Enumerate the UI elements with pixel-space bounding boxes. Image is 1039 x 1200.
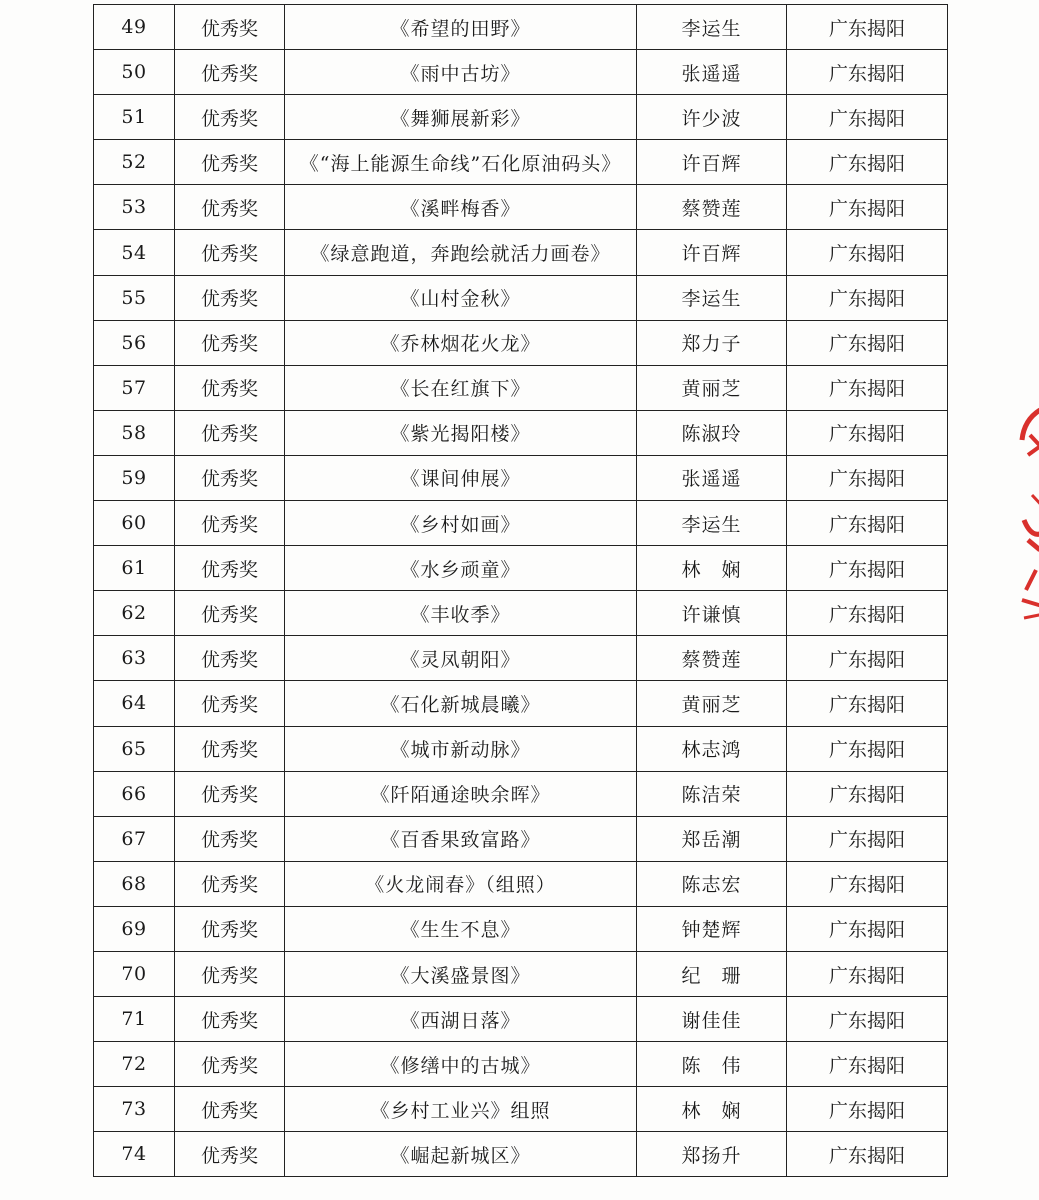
table-row	[94, 140, 948, 185]
author-cell: 林 娴	[637, 546, 787, 591]
work-title-cell: 《灵凤朝阳》	[285, 636, 637, 681]
region-cell: 广东揭阳	[787, 320, 948, 365]
region-cell: 广东揭阳	[787, 1132, 948, 1177]
table-row	[94, 636, 948, 681]
row-number-cell: 55	[94, 275, 175, 320]
region-cell: 广东揭阳	[787, 365, 948, 410]
row-number-cell: 52	[94, 140, 175, 185]
award-cell: 优秀奖	[175, 410, 285, 455]
row-number-cell: 49	[94, 5, 175, 50]
author-cell: 李运生	[637, 5, 787, 50]
author-cell: 李运生	[637, 501, 787, 546]
row-number-cell: 62	[94, 591, 175, 636]
work-title-cell: 《火龙闹春》（组照）	[285, 861, 637, 906]
award-cell: 优秀奖	[175, 1042, 285, 1087]
award-cell: 优秀奖	[175, 636, 285, 681]
author-cell: 陈淑玲	[637, 410, 787, 455]
author-cell: 黄丽芝	[637, 681, 787, 726]
table-row	[94, 410, 948, 455]
award-cell: 优秀奖	[175, 5, 285, 50]
author-cell: 林 娴	[637, 1087, 787, 1132]
region-cell: 广东揭阳	[787, 455, 948, 500]
work-title-cell: 《水乡顽童》	[285, 546, 637, 591]
row-number-cell: 56	[94, 320, 175, 365]
work-title-cell: 《溪畔梅香》	[285, 185, 637, 230]
row-number-cell: 72	[94, 1042, 175, 1087]
work-title-cell: 《乔林烟花火龙》	[285, 320, 637, 365]
table-row	[94, 50, 948, 95]
award-cell: 优秀奖	[175, 1087, 285, 1132]
work-title-cell: 《山村金秋》	[285, 275, 637, 320]
row-number-cell: 50	[94, 50, 175, 95]
region-cell: 广东揭阳	[787, 636, 948, 681]
author-cell: 张遥遥	[637, 50, 787, 95]
region-cell: 广东揭阳	[787, 50, 948, 95]
row-number-cell: 58	[94, 410, 175, 455]
award-cell: 优秀奖	[175, 365, 285, 410]
work-title-cell: 《修缮中的古城》	[285, 1042, 637, 1087]
award-cell: 优秀奖	[175, 997, 285, 1042]
table-row	[94, 230, 948, 275]
table-row	[94, 997, 948, 1042]
table-row	[94, 771, 948, 816]
red-seal-stamp	[1010, 400, 1039, 630]
award-cell: 优秀奖	[175, 771, 285, 816]
region-cell: 广东揭阳	[787, 1042, 948, 1087]
region-cell: 广东揭阳	[787, 501, 948, 546]
row-number-cell: 71	[94, 997, 175, 1042]
author-cell: 谢佳佳	[637, 997, 787, 1042]
award-cell: 优秀奖	[175, 546, 285, 591]
work-title-cell: 《城市新动脉》	[285, 726, 637, 771]
author-cell: 郑岳潮	[637, 816, 787, 861]
award-cell: 优秀奖	[175, 591, 285, 636]
row-number-cell: 68	[94, 861, 175, 906]
table-row	[94, 681, 948, 726]
table-row	[94, 1042, 948, 1087]
region-cell: 广东揭阳	[787, 230, 948, 275]
award-cell: 优秀奖	[175, 951, 285, 996]
row-number-cell: 66	[94, 771, 175, 816]
author-cell: 陈洁荣	[637, 771, 787, 816]
row-number-cell: 57	[94, 365, 175, 410]
award-cell: 优秀奖	[175, 185, 285, 230]
table-row	[94, 726, 948, 771]
row-number-cell: 54	[94, 230, 175, 275]
author-cell: 李运生	[637, 275, 787, 320]
awards-table	[93, 4, 948, 1177]
table-row	[94, 951, 948, 996]
row-number-cell: 51	[94, 95, 175, 140]
author-cell: 钟楚辉	[637, 906, 787, 951]
author-cell: 郑力子	[637, 320, 787, 365]
table-row	[94, 365, 948, 410]
row-number-cell: 69	[94, 906, 175, 951]
table-row	[94, 320, 948, 365]
row-number-cell: 63	[94, 636, 175, 681]
work-title-cell: 《舞狮展新彩》	[285, 95, 637, 140]
table-row	[94, 1087, 948, 1132]
row-number-cell: 60	[94, 501, 175, 546]
author-cell: 纪 珊	[637, 951, 787, 996]
award-cell: 优秀奖	[175, 140, 285, 185]
row-number-cell: 64	[94, 681, 175, 726]
award-cell: 优秀奖	[175, 50, 285, 95]
award-cell: 优秀奖	[175, 681, 285, 726]
row-number-cell: 70	[94, 951, 175, 996]
author-cell: 陈志宏	[637, 861, 787, 906]
table-row	[94, 816, 948, 861]
table-row	[94, 906, 948, 951]
region-cell: 广东揭阳	[787, 5, 948, 50]
award-cell: 优秀奖	[175, 275, 285, 320]
author-cell: 蔡赞莲	[637, 636, 787, 681]
row-number-cell: 74	[94, 1132, 175, 1177]
award-cell: 优秀奖	[175, 726, 285, 771]
author-cell: 许百辉	[637, 140, 787, 185]
region-cell: 广东揭阳	[787, 861, 948, 906]
author-cell: 陈 伟	[637, 1042, 787, 1087]
region-cell: 广东揭阳	[787, 816, 948, 861]
table-row	[94, 455, 948, 500]
award-cell: 优秀奖	[175, 95, 285, 140]
region-cell: 广东揭阳	[787, 95, 948, 140]
region-cell: 广东揭阳	[787, 681, 948, 726]
author-cell: 蔡赞莲	[637, 185, 787, 230]
work-title-cell: 《乡村工业兴》组照	[285, 1087, 637, 1132]
table-row	[94, 5, 948, 50]
region-cell: 广东揭阳	[787, 275, 948, 320]
author-cell: 许谦慎	[637, 591, 787, 636]
row-number-cell: 65	[94, 726, 175, 771]
work-title-cell: 《百香果致富路》	[285, 816, 637, 861]
award-cell: 优秀奖	[175, 816, 285, 861]
work-title-cell: 《丰收季》	[285, 591, 637, 636]
region-cell: 广东揭阳	[787, 185, 948, 230]
work-title-cell: 《崛起新城区》	[285, 1132, 637, 1177]
work-title-cell: 《长在红旗下》	[285, 365, 637, 410]
row-number-cell: 53	[94, 185, 175, 230]
work-title-cell: 《紫光揭阳楼》	[285, 410, 637, 455]
region-cell: 广东揭阳	[787, 546, 948, 591]
award-cell: 优秀奖	[175, 320, 285, 365]
work-title-cell: 《“海上能源生命线”石化原油码头》	[285, 140, 637, 185]
author-cell: 郑扬升	[637, 1132, 787, 1177]
region-cell: 广东揭阳	[787, 997, 948, 1042]
author-cell: 张遥遥	[637, 455, 787, 500]
table-row	[94, 275, 948, 320]
award-cell: 优秀奖	[175, 906, 285, 951]
work-title-cell: 《课间伸展》	[285, 455, 637, 500]
table-row	[94, 591, 948, 636]
row-number-cell: 67	[94, 816, 175, 861]
region-cell: 广东揭阳	[787, 591, 948, 636]
region-cell: 广东揭阳	[787, 726, 948, 771]
region-cell: 广东揭阳	[787, 140, 948, 185]
table-row	[94, 546, 948, 591]
work-title-cell: 《石化新城晨曦》	[285, 681, 637, 726]
awards-table-body	[94, 5, 948, 1177]
work-title-cell: 《大溪盛景图》	[285, 951, 637, 996]
table-row	[94, 501, 948, 546]
author-cell: 许百辉	[637, 230, 787, 275]
region-cell: 广东揭阳	[787, 410, 948, 455]
work-title-cell: 《阡陌通途映余晖》	[285, 771, 637, 816]
work-title-cell: 《希望的田野》	[285, 5, 637, 50]
award-cell: 优秀奖	[175, 1132, 285, 1177]
region-cell: 广东揭阳	[787, 951, 948, 996]
work-title-cell: 《西湖日落》	[285, 997, 637, 1042]
work-title-cell: 《生生不息》	[285, 906, 637, 951]
region-cell: 广东揭阳	[787, 906, 948, 951]
row-number-cell: 61	[94, 546, 175, 591]
work-title-cell: 《绿意跑道，奔跑绘就活力画卷》	[285, 230, 637, 275]
table-row	[94, 1132, 948, 1177]
row-number-cell: 59	[94, 455, 175, 500]
table-row	[94, 185, 948, 230]
award-cell: 优秀奖	[175, 455, 285, 500]
author-cell: 许少波	[637, 95, 787, 140]
award-cell: 优秀奖	[175, 230, 285, 275]
author-cell: 林志鸿	[637, 726, 787, 771]
region-cell: 广东揭阳	[787, 1087, 948, 1132]
author-cell: 黄丽芝	[637, 365, 787, 410]
work-title-cell: 《雨中古坊》	[285, 50, 637, 95]
table-row	[94, 95, 948, 140]
work-title-cell: 《乡村如画》	[285, 501, 637, 546]
region-cell: 广东揭阳	[787, 771, 948, 816]
row-number-cell: 73	[94, 1087, 175, 1132]
table-row	[94, 861, 948, 906]
award-cell: 优秀奖	[175, 861, 285, 906]
award-cell: 优秀奖	[175, 501, 285, 546]
